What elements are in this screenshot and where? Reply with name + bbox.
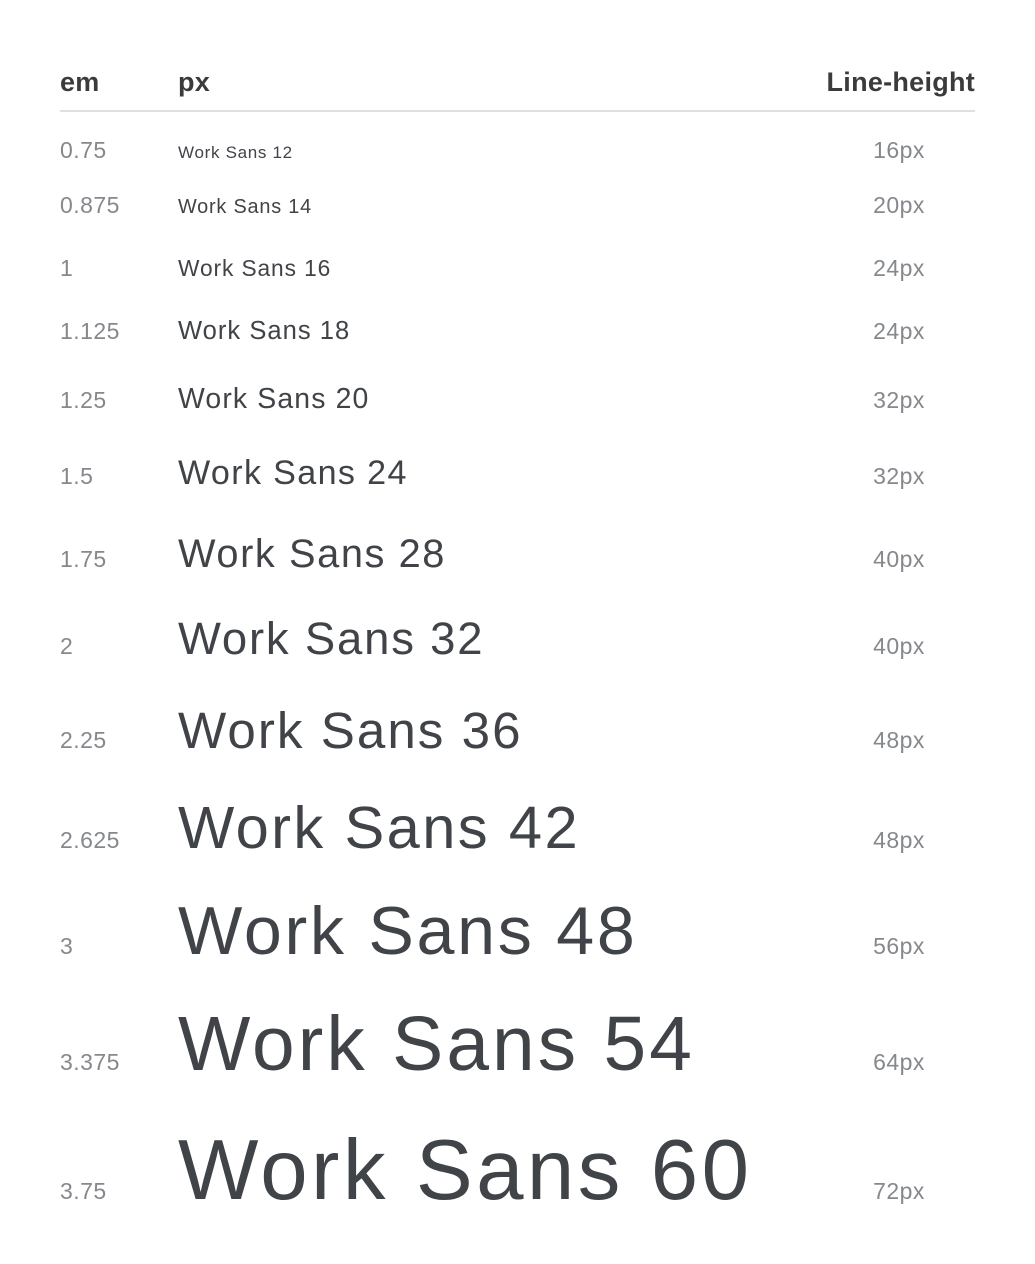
em-value: 0.875 xyxy=(60,192,120,219)
line-height-value: 32px xyxy=(873,463,925,490)
em-value: 3 xyxy=(60,932,74,959)
table-row xyxy=(60,597,975,683)
table-row xyxy=(60,236,975,299)
column-header-line-height: Line-height xyxy=(826,67,975,97)
line-height-value: 56px xyxy=(873,932,925,959)
table-header-row xyxy=(60,62,975,102)
em-value: 2 xyxy=(60,633,74,660)
table-row xyxy=(60,362,975,436)
table-row xyxy=(60,986,975,1106)
font-sample-text: Work Sans 20 xyxy=(178,382,370,415)
font-sample-text: Work Sans 18 xyxy=(178,316,351,345)
type-scale-table xyxy=(60,62,975,1237)
font-sample-text: Work Sans 54 xyxy=(178,1002,695,1088)
line-height-value: 48px xyxy=(873,727,925,754)
table-row xyxy=(60,179,975,236)
em-value: 1 xyxy=(60,254,74,281)
line-height-value: 72px xyxy=(873,1177,925,1204)
font-sample-text: Work Sans 36 xyxy=(178,702,523,760)
line-height-value: 48px xyxy=(873,827,925,854)
font-sample-text: Work Sans 60 xyxy=(178,1122,753,1218)
em-value: 2.625 xyxy=(60,827,120,854)
font-sample-text: Work Sans 48 xyxy=(178,892,638,969)
table-row xyxy=(60,780,975,877)
font-sample-text: Work Sans 42 xyxy=(178,794,581,862)
em-value: 3.375 xyxy=(60,1049,120,1076)
table-row xyxy=(60,877,975,986)
column-header-px: px xyxy=(178,67,211,97)
line-height-value: 64px xyxy=(873,1049,925,1076)
line-height-value: 32px xyxy=(873,386,925,413)
font-sample-text: Work Sans 14 xyxy=(178,196,312,219)
column-header-em: em xyxy=(60,67,100,97)
line-height-value: 24px xyxy=(873,317,925,344)
font-sample-text: Work Sans 28 xyxy=(178,531,447,576)
line-height-value: 20px xyxy=(873,192,925,219)
table-body xyxy=(60,112,975,1237)
em-value: 1.5 xyxy=(60,463,94,490)
line-height-value: 40px xyxy=(873,633,925,660)
em-value: 1.125 xyxy=(60,317,120,344)
font-sample-text: Work Sans 24 xyxy=(178,454,408,493)
em-value: 2.25 xyxy=(60,727,107,754)
table-row xyxy=(60,683,975,780)
font-sample-text: Work Sans 16 xyxy=(178,254,332,281)
table-row xyxy=(60,1105,975,1236)
table-row xyxy=(60,437,975,511)
line-height-value: 16px xyxy=(873,136,925,163)
em-value: 1.75 xyxy=(60,545,107,572)
em-value: 0.75 xyxy=(60,136,107,163)
table-row xyxy=(60,124,975,179)
font-sample-text: Work Sans 12 xyxy=(178,142,293,162)
line-height-value: 24px xyxy=(873,254,925,281)
em-value: 1.25 xyxy=(60,386,107,413)
table-row xyxy=(60,511,975,597)
font-sample-text: Work Sans 32 xyxy=(178,613,485,665)
em-value: 3.75 xyxy=(60,1177,107,1204)
line-height-value: 40px xyxy=(873,545,925,572)
table-row xyxy=(60,299,975,362)
